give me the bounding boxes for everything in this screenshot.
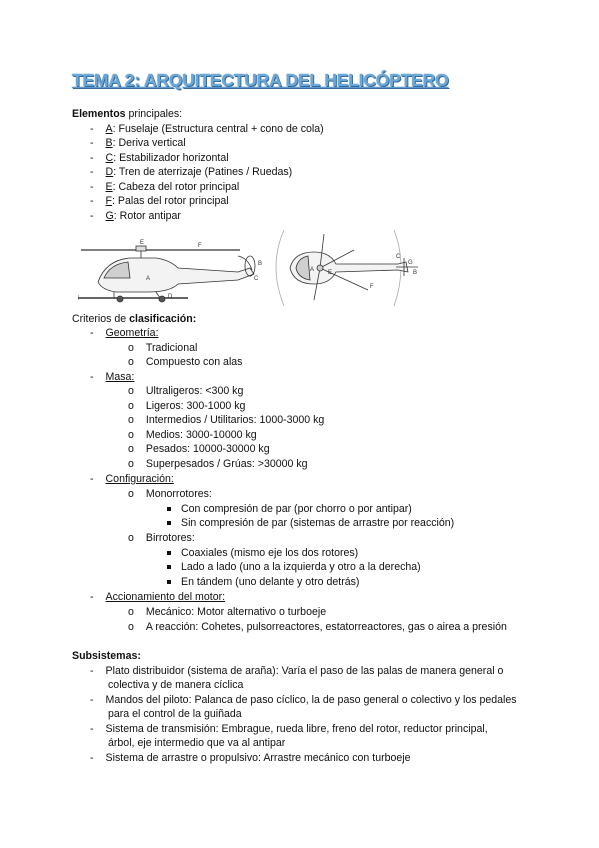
list-item: - F: Palas del rotor principal xyxy=(90,195,229,207)
square-bullet-icon xyxy=(167,580,171,584)
criterios-heading-bold: clasificación: xyxy=(129,313,197,325)
list-item: o Pesados: 10000-30000 kg xyxy=(128,443,270,455)
list-item: - A: Fuselaje (Estructura central + cono de cola) xyxy=(90,123,324,135)
square-bullet-icon xyxy=(167,521,171,525)
diagram-top-label-C: C xyxy=(396,254,401,260)
configuracion-label: - Configuración: xyxy=(90,473,174,485)
elementos-heading-bold: Elementos xyxy=(72,108,126,120)
list-item-continuation: árbol, eje intermedio que va al antipar xyxy=(108,737,286,749)
list-item: - D: Tren de aterrizaje (Patines / Ruedas) xyxy=(90,166,293,178)
diagram-label-B: B xyxy=(258,261,263,267)
list-item: Lado a lado (uno a la izquierda y otro a la derecha) xyxy=(181,561,421,573)
diagram-label-A: A xyxy=(146,276,151,282)
birrotores-label: o Birrotores: xyxy=(128,532,195,544)
document-title: TEMA 2: ARQUITECTURA DEL HELICÓPTERO xyxy=(72,70,449,90)
elementos-heading-rest: principales: xyxy=(125,108,183,120)
side-view xyxy=(78,246,255,302)
list-item: - E: Cabeza del rotor principal xyxy=(90,181,240,193)
list-item: o Medios: 3000-10000 kg xyxy=(128,429,257,441)
list-item: - Sistema de arrastre o propulsivo: Arrastre mecánico con turboeje xyxy=(90,752,411,764)
list-item: - Plato distribuidor (sistema de araña): Varía el paso de las palas de manera general o xyxy=(90,665,504,677)
masa-label: - Masa: xyxy=(90,371,135,383)
list-item-continuation: colectiva y de manera cíclica xyxy=(108,679,244,691)
list-item: o Compuesto con alas xyxy=(128,356,243,368)
diagram-label-D: D xyxy=(168,294,173,300)
list-item: - Sistema de transmisión: Embrague, rueda libre, freno del rotor, reductor principal, xyxy=(90,723,488,735)
square-bullet-icon xyxy=(167,565,171,569)
diagram-top-label-F: F xyxy=(370,284,374,290)
list-item-continuation: para el control de la guiñada xyxy=(108,708,242,720)
criterios-heading xyxy=(72,313,196,326)
geometria-label: - Geometría: xyxy=(90,327,159,339)
list-item: o A reacción: Cohetes, pulsorreactores, estatorreactores, gas o airea a presión xyxy=(128,621,507,633)
diagram-top-label-E: E xyxy=(328,270,333,276)
accionamiento-label: - Accionamiento del motor: xyxy=(90,591,226,603)
subsistemas-heading: Subsistemas: xyxy=(72,650,141,662)
diagram-top-label-B: B xyxy=(413,270,418,276)
diagram-label-F: F xyxy=(198,243,202,249)
square-bullet-icon xyxy=(167,507,171,511)
criterios-heading-rest: Criterios de xyxy=(72,313,130,325)
monorrotores-label: o Monorrotores: xyxy=(128,488,212,500)
list-item: o Intermedios / Utilitarios: 1000-3000 kg xyxy=(128,414,325,426)
list-item: Sin compresión de par (sistemas de arrastre por reacción) xyxy=(181,517,455,529)
list-item: o Mecánico: Motor alternativo o turboeje xyxy=(128,606,327,618)
diagram-label-E: E xyxy=(140,240,145,246)
list-item: - B: Deriva vertical xyxy=(90,137,186,149)
list-item: o Ultraligeros: <300 kg xyxy=(128,385,244,397)
list-item: En tándem (uno delante y otro detrás) xyxy=(181,576,360,588)
helicopter-diagram xyxy=(78,228,428,310)
list-item: Con compresión de par (por chorro o por antipar) xyxy=(181,503,412,515)
top-view xyxy=(276,230,418,306)
elementos-heading xyxy=(72,108,182,121)
diagram-label-C: C xyxy=(254,276,259,282)
diagram-top-label-G: G xyxy=(408,260,413,266)
list-item: o Tradicional xyxy=(128,342,198,354)
list-item: - C: Estabilizador horizontal xyxy=(90,152,229,164)
square-bullet-icon xyxy=(167,551,171,555)
list-item: - Mandos del piloto: Palanca de paso cíclico, la de paso general o colectivo y los pedales xyxy=(90,694,517,706)
list-item: Coaxiales (mismo eje los dos rotores) xyxy=(181,547,359,559)
list-item: - G: Rotor antipar xyxy=(90,210,181,222)
list-item: o Ligeros: 300-1000 kg xyxy=(128,400,246,412)
diagram-top-label-A: A xyxy=(310,267,315,273)
list-item: o Superpesados / Grúas: >30000 kg xyxy=(128,458,308,470)
